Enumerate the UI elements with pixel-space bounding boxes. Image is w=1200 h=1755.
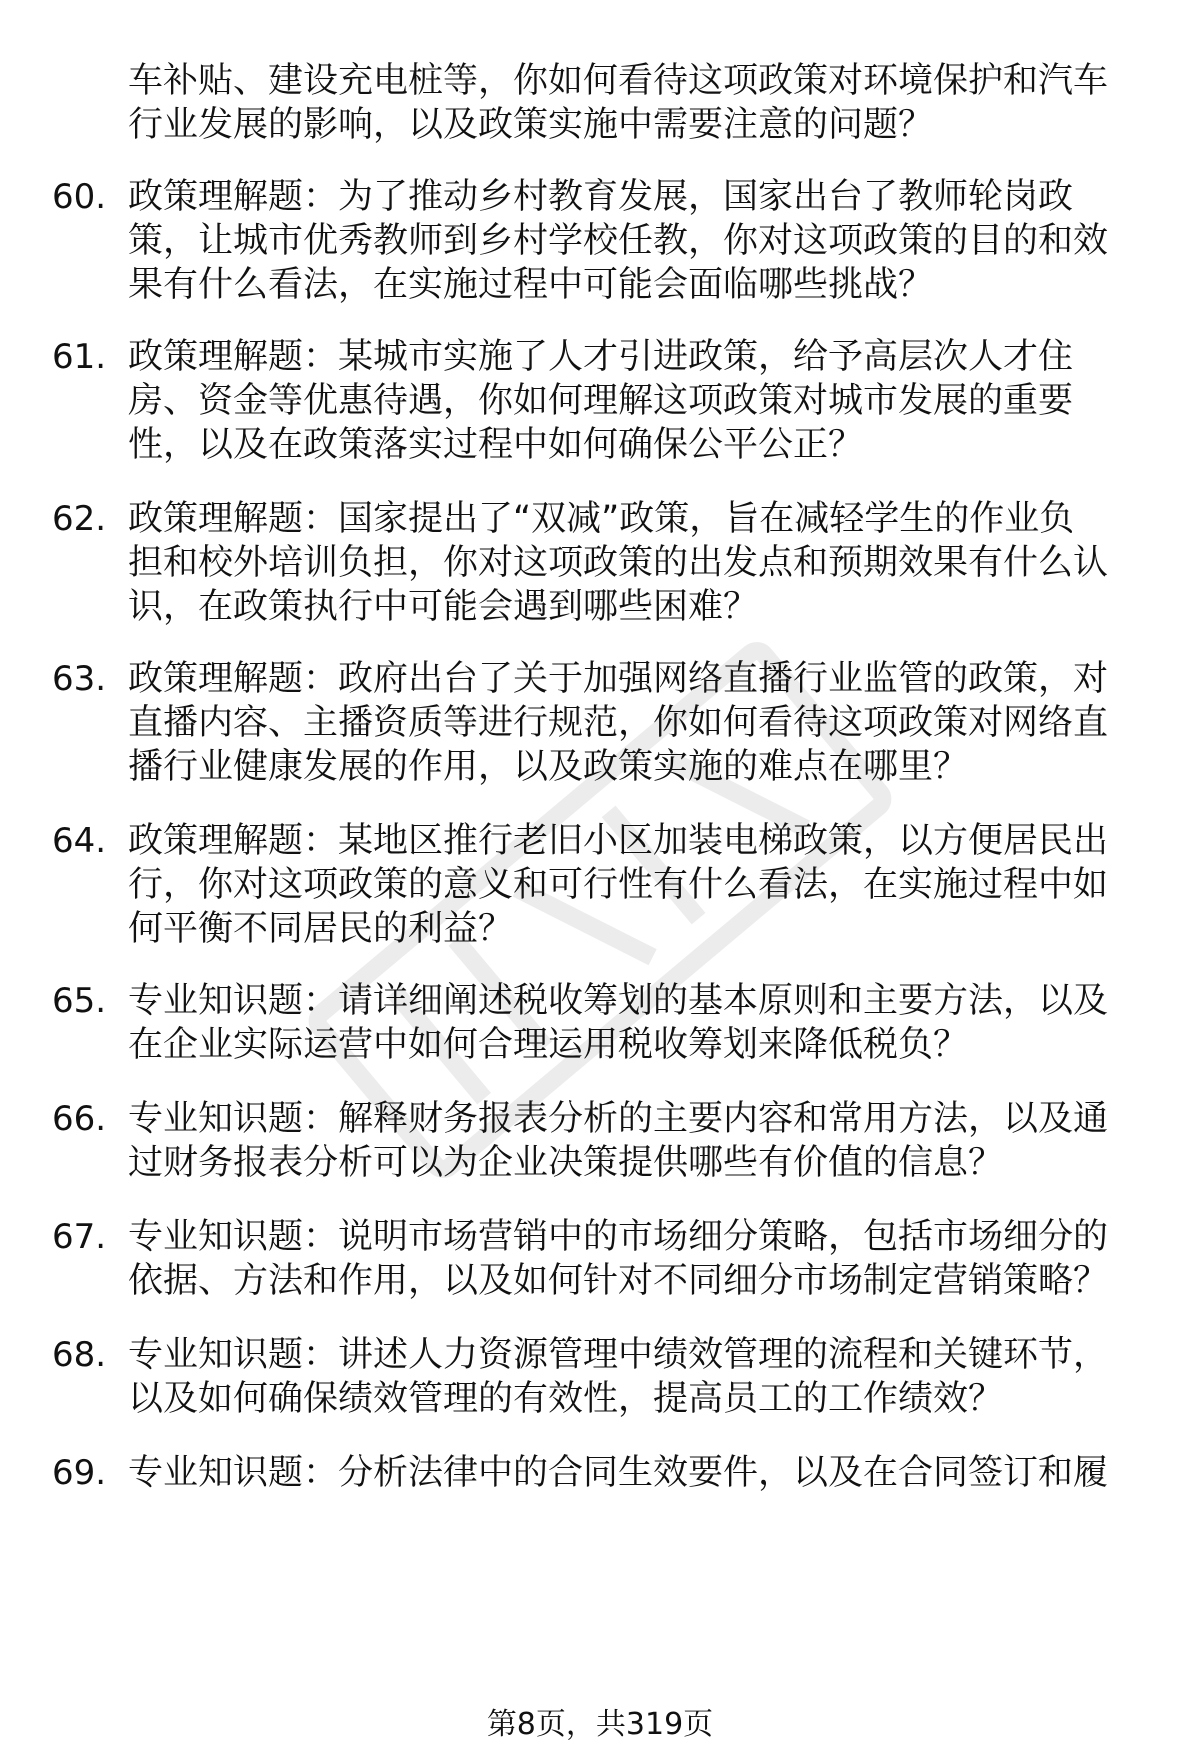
question-text-line: 识，在政策执行中可能会遇到哪些困难？	[128, 587, 759, 627]
question-number: 63.	[52, 659, 107, 699]
question-text-line: 性，以及在政策落实过程中如何确保公平公正？	[128, 425, 864, 465]
question-text-line: 何平衡不同居民的利益？	[128, 909, 514, 949]
question-text-line: 政策理解题：某地区推行老旧小区加装电梯政策，以方便居民出	[128, 821, 1109, 861]
question-number: 60.	[52, 177, 107, 217]
question-number: 66.	[52, 1099, 107, 1139]
question-text-line: 担和校外培训负担，你对这项政策的出发点和预期效果有什么认	[128, 543, 1109, 583]
question-text-line: 政策理解题：政府出台了关于加强网络直播行业监管的政策，对	[128, 659, 1109, 699]
question-text-line: 政策理解题：国家提出了“双减”政策，旨在减轻学生的作业负	[128, 499, 1075, 539]
page-footer: 第8页，共319页	[486, 1707, 714, 1742]
question-number: 61.	[52, 337, 107, 377]
question-text-line: 在企业实际运营中如何合理运用税收筹划来降低税负？	[128, 1025, 969, 1065]
question-number: 64.	[52, 821, 107, 861]
question-text-line: 房、资金等优惠待遇，你如何理解这项政策对城市发展的重要	[128, 381, 1074, 421]
question-text-line: 政策理解题：为了推动乡村教育发展，国家出台了教师轮岗政	[128, 177, 1074, 217]
question-text-line: 以及如何确保绩效管理的有效性，提高员工的工作绩效？	[128, 1379, 1004, 1419]
question-text-line: 行，你对这项政策的意义和可行性有什么看法，在实施过程中如	[128, 865, 1109, 905]
question-text-line: 依据、方法和作用，以及如何针对不同细分市场制定营销策略？	[128, 1261, 1109, 1301]
question-text-line: 行业发展的影响，以及政策实施中需要注意的问题？	[128, 105, 934, 145]
question-text-line: 过财务报表分析可以为企业决策提供哪些有价值的信息？	[128, 1143, 1004, 1183]
question-number: 68.	[52, 1335, 107, 1375]
question-text-line: 车补贴、建设充电桩等，你如何看待这项政策对环境保护和汽车	[128, 61, 1109, 101]
question-number: 67.	[52, 1217, 107, 1257]
question-text-line: 播行业健康发展的作用，以及政策实施的难点在哪里？	[128, 747, 969, 787]
question-text-line: 直播内容、主播资质等进行规范，你如何看待这项政策对网络直	[128, 703, 1109, 743]
question-text-line: 策，让城市优秀教师到乡村学校任教，你对这项政策的目的和效	[128, 221, 1109, 261]
question-text-line: 专业知识题：讲述人力资源管理中绩效管理的流程和关键环节，	[128, 1335, 1109, 1375]
question-text-line: 政策理解题：某城市实施了人才引进政策，给予高层次人才住	[128, 337, 1074, 377]
question-text-line: 专业知识题：说明市场营销中的市场细分策略，包括市场细分的	[128, 1217, 1109, 1257]
question-text-line: 果有什么看法，在实施过程中可能会面临哪些挑战？	[128, 265, 934, 305]
question-number: 69.	[52, 1453, 107, 1493]
question-number: 65.	[52, 981, 107, 1021]
question-text-line: 专业知识题：分析法律中的合同生效要件，以及在合同签订和履	[128, 1453, 1109, 1493]
question-text-line: 专业知识题：请详细阐述税收筹划的基本原则和主要方法，以及	[128, 981, 1109, 1021]
question-number: 62.	[52, 499, 107, 539]
question-text-line: 专业知识题：解释财务报表分析的主要内容和常用方法，以及通	[128, 1099, 1109, 1139]
